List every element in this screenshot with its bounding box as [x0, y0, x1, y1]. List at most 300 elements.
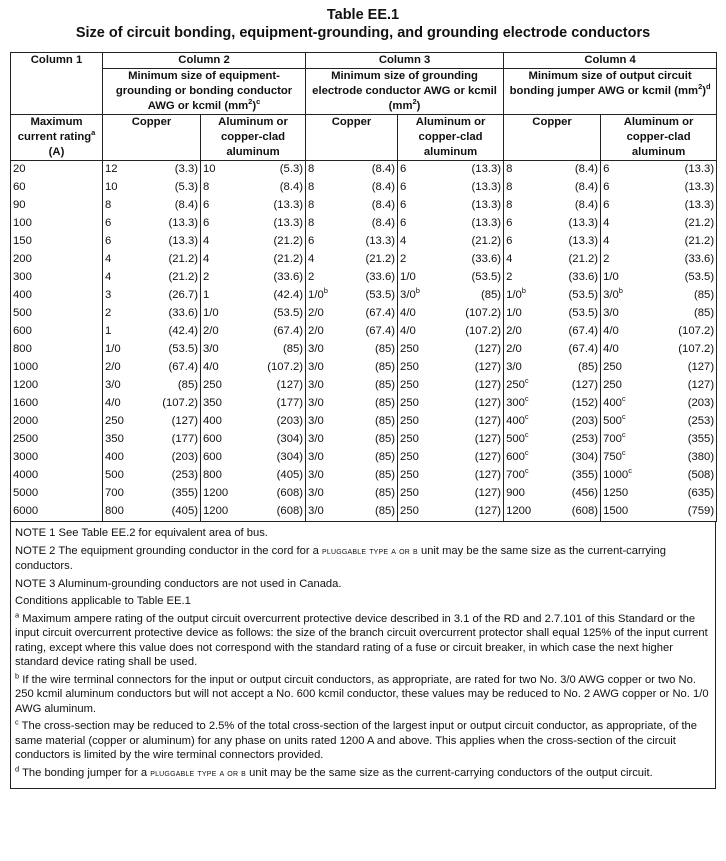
c2cu-area-cell: (21.2) [148, 251, 201, 269]
c2cu-size-cell: 3/0 [103, 377, 148, 395]
c2al-size-cell: 4 [201, 251, 245, 269]
c3cu-size-cell: 1/0$^b$ [306, 287, 348, 305]
c4cu-size-cell: 2 [504, 269, 546, 287]
c2cu-size-cell: 350 [103, 431, 148, 449]
c2cu-size-cell: 400 [103, 449, 148, 467]
c2cu-area-cell: (127) [148, 413, 201, 431]
c2cu-area-cell: (177) [148, 431, 201, 449]
c4cu-size-cell: 700$^c$ [504, 467, 546, 485]
c2cu-size-cell: 8 [103, 197, 148, 215]
c2cu-size-cell: 6 [103, 233, 148, 251]
c3al-size-cell: 3/0$^b$ [398, 287, 439, 305]
c4al-size-cell: 750$^c$ [601, 449, 642, 467]
c4cu-size-cell: 1/0$^b$ [504, 287, 546, 305]
c3al-area-cell: (53.5) [439, 269, 504, 287]
c4al-size-cell: 400$^c$ [601, 395, 642, 413]
c3cu-area-cell: (85) [348, 449, 398, 467]
col4-aluminum-header: Aluminum or copper-clad aluminum [601, 115, 717, 161]
c2cu-area-cell: (405) [148, 503, 201, 522]
c4cu-area-cell: (21.2) [546, 251, 601, 269]
table-row [11, 215, 717, 233]
c4al-size-cell: 4/0 [601, 341, 642, 359]
current-rating-cell: 200 [11, 251, 103, 269]
c2al-size-cell: 3/0 [201, 341, 245, 359]
c3al-size-cell: 250 [398, 395, 439, 413]
c2al-size-cell: 6 [201, 215, 245, 233]
c4al-size-cell: 1000$^c$ [601, 467, 642, 485]
c2cu-size-cell: 1 [103, 323, 148, 341]
c2al-size-cell: 10 [201, 161, 245, 180]
c4cu-area-cell: (203) [546, 413, 601, 431]
column-3-description: Minimum size of grounding electrode conductor AWG or kcmil $(mm^2)$ [306, 69, 504, 115]
c2al-area-cell: (21.2) [245, 251, 306, 269]
c2al-size-cell: 8 [201, 179, 245, 197]
c4al-area-cell: (33.6) [642, 251, 717, 269]
current-rating-cell: 2500 [11, 431, 103, 449]
c3al-area-cell: (33.6) [439, 251, 504, 269]
table-row [11, 251, 717, 269]
c4cu-area-cell: (53.5) [546, 305, 601, 323]
c2cu-area-cell: (33.6) [148, 305, 201, 323]
c3al-size-cell: 250 [398, 377, 439, 395]
c4cu-size-cell: 900 [504, 485, 546, 503]
c4cu-area-cell: (8.4) [546, 161, 601, 180]
c4cu-area-cell: (13.3) [546, 215, 601, 233]
c4al-size-cell: 1500 [601, 503, 642, 522]
c2cu-size-cell: 10 [103, 179, 148, 197]
c3cu-size-cell: 6 [306, 233, 348, 251]
c2cu-area-cell: (355) [148, 485, 201, 503]
c2al-area-cell: (42.4) [245, 287, 306, 305]
c3al-area-cell: (85) [439, 287, 504, 305]
c2cu-size-cell: 2 [103, 305, 148, 323]
c3al-size-cell: 250 [398, 485, 439, 503]
c3cu-area-cell: (85) [348, 503, 398, 522]
c4al-size-cell: 500$^c$ [601, 413, 642, 431]
table-header [11, 53, 717, 161]
c3cu-area-cell: (33.6) [348, 269, 398, 287]
c2al-area-cell: (608) [245, 485, 306, 503]
c4cu-area-cell: (13.3) [546, 233, 601, 251]
c3al-area-cell: (127) [439, 413, 504, 431]
c3cu-size-cell: 3/0 [306, 503, 348, 522]
c4al-area-cell: (203) [642, 395, 717, 413]
c2al-size-cell: 800 [201, 467, 245, 485]
current-rating-cell: 300 [11, 269, 103, 287]
c3al-area-cell: (127) [439, 485, 504, 503]
column-4-header: Column 4 [504, 53, 717, 69]
c3cu-area-cell: (8.4) [348, 161, 398, 180]
c2cu-size-cell: 700 [103, 485, 148, 503]
c3al-size-cell: 4 [398, 233, 439, 251]
c4al-area-cell: (85) [642, 287, 717, 305]
c4cu-area-cell: (253) [546, 431, 601, 449]
c3al-area-cell: (13.3) [439, 161, 504, 180]
current-rating-cell: 800 [11, 341, 103, 359]
table-row [11, 503, 717, 522]
c2al-area-cell: (304) [245, 449, 306, 467]
c3cu-size-cell: 3/0 [306, 377, 348, 395]
c3cu-size-cell: 2/0 [306, 323, 348, 341]
c3cu-area-cell: (13.3) [348, 233, 398, 251]
c4al-size-cell: 3/0 [601, 305, 642, 323]
note-1: NOTE 1 See Table EE.2 for equivalent area of bus. [15, 527, 268, 539]
c3al-area-cell: (127) [439, 431, 504, 449]
table-row [11, 197, 717, 215]
table-number: Table EE.1 [326, 7, 400, 23]
table-notes [10, 522, 716, 789]
c4cu-area-cell: (53.5) [546, 287, 601, 305]
c2al-area-cell: (203) [245, 413, 306, 431]
c3al-size-cell: 250 [398, 341, 439, 359]
c2al-area-cell: (8.4) [245, 179, 306, 197]
table-row [11, 359, 717, 377]
table-row [11, 233, 717, 251]
c4al-area-cell: (13.3) [642, 197, 717, 215]
c2al-area-cell: (127) [245, 377, 306, 395]
c2al-size-cell: 1200 [201, 485, 245, 503]
c3cu-area-cell: (67.4) [348, 305, 398, 323]
c3cu-area-cell: (85) [348, 467, 398, 485]
c4cu-size-cell: 8 [504, 197, 546, 215]
table-row [11, 395, 717, 413]
c2al-size-cell: 4/0 [201, 359, 245, 377]
c3al-area-cell: (127) [439, 341, 504, 359]
c4al-area-cell: (21.2) [642, 233, 717, 251]
table-row [11, 431, 717, 449]
c3cu-size-cell: 3/0 [306, 359, 348, 377]
c3cu-size-cell: 8 [306, 215, 348, 233]
c2al-size-cell: 6 [201, 197, 245, 215]
c2cu-area-cell: (53.5) [148, 341, 201, 359]
c3al-size-cell: 250 [398, 413, 439, 431]
c3cu-area-cell: (21.2) [348, 251, 398, 269]
current-rating-cell: 1000 [11, 359, 103, 377]
table-row [11, 485, 717, 503]
current-rating-cell: 600 [11, 323, 103, 341]
c3cu-area-cell: (8.4) [348, 179, 398, 197]
c3al-area-cell: (127) [439, 377, 504, 395]
c2al-area-cell: (13.3) [245, 197, 306, 215]
c3cu-size-cell: 4 [306, 251, 348, 269]
current-rating-cell: 150 [11, 233, 103, 251]
c4al-area-cell: (85) [642, 305, 717, 323]
c2al-area-cell: (33.6) [245, 269, 306, 287]
c3al-area-cell: (13.3) [439, 197, 504, 215]
c2cu-size-cell: 4 [103, 251, 148, 269]
c2cu-area-cell: (253) [148, 467, 201, 485]
c4al-size-cell: 4 [601, 215, 642, 233]
c4cu-size-cell: 1/0 [504, 305, 546, 323]
c3al-size-cell: 6 [398, 161, 439, 180]
c4al-size-cell: 4/0 [601, 323, 642, 341]
table-title [0, 6, 726, 42]
c4cu-size-cell: 400$^c$ [504, 413, 546, 431]
c4al-size-cell: 4 [601, 233, 642, 251]
c3al-size-cell: 250 [398, 467, 439, 485]
current-rating-cell: 20 [11, 161, 103, 180]
c3al-area-cell: (13.3) [439, 215, 504, 233]
c3al-size-cell: 250 [398, 431, 439, 449]
column-4-description: Minimum size of output circuit bonding jumper AWG or kcmil $(mm^2)^d$ [504, 69, 717, 115]
c4al-size-cell: 250 [601, 377, 642, 395]
table-row [11, 449, 717, 467]
current-rating-cell: 500 [11, 305, 103, 323]
c2cu-area-cell: (13.3) [148, 215, 201, 233]
c2al-area-cell: (13.3) [245, 215, 306, 233]
c2al-size-cell: 250 [201, 377, 245, 395]
table-row [11, 341, 717, 359]
c2al-size-cell: 1/0 [201, 305, 245, 323]
c2al-area-cell: (21.2) [245, 233, 306, 251]
c4al-area-cell: (508) [642, 467, 717, 485]
footnote-b: $^b$ If the wire terminal connectors for the input or output circuit conductors, as appropriate, are rated for two No. 3/0 AWG copper or two No. 250 kcmil aluminum conductors but will not accept a No. 600 kcmil conductor, these values may be reduced to No. 2 AWG copper or No. 1/0 AWG aluminum. [15, 670, 709, 715]
c4al-size-cell: 3/0$^b$ [601, 287, 642, 305]
c2al-area-cell: (107.2) [245, 359, 306, 377]
c3al-size-cell: 1/0 [398, 269, 439, 287]
current-rating-cell: 2000 [11, 413, 103, 431]
c4al-area-cell: (13.3) [642, 179, 717, 197]
c4al-area-cell: (127) [642, 377, 717, 395]
table-row [11, 305, 717, 323]
c3al-area-cell: (127) [439, 503, 504, 522]
col4-copper-header: Copper [504, 115, 601, 161]
c2cu-area-cell: (107.2) [148, 395, 201, 413]
c3al-area-cell: (21.2) [439, 233, 504, 251]
current-rating-cell: 400 [11, 287, 103, 305]
c4cu-size-cell: 8 [504, 179, 546, 197]
table-row [11, 287, 717, 305]
c2al-size-cell: 1 [201, 287, 245, 305]
c2cu-area-cell: (26.7) [148, 287, 201, 305]
note-3: NOTE 3 Aluminum-grounding conductors are not used in Canada. [15, 577, 342, 590]
c2al-area-cell: (5.3) [245, 161, 306, 180]
c2cu-size-cell: 6 [103, 215, 148, 233]
c4al-size-cell: 6 [601, 179, 642, 197]
c2cu-size-cell: 250 [103, 413, 148, 431]
footnote-d: $^d$ The bonding jumper for a pluggable type a or b unit may be the same size as the current-carrying conductors of the output circuit. [15, 763, 653, 779]
c3cu-area-cell: (85) [348, 485, 398, 503]
conditions-heading: Conditions applicable to Table EE.1 [15, 595, 191, 607]
current-rating-cell: 90 [11, 197, 103, 215]
c4al-area-cell: (13.3) [642, 161, 717, 180]
table-row [11, 377, 717, 395]
c3cu-size-cell: 8 [306, 197, 348, 215]
c4cu-size-cell: 600$^c$ [504, 449, 546, 467]
c3cu-area-cell: (85) [348, 359, 398, 377]
c4cu-size-cell: 4 [504, 251, 546, 269]
c2cu-size-cell: 3 [103, 287, 148, 305]
c3al-area-cell: (127) [439, 395, 504, 413]
col2-copper-header: Copper [103, 115, 201, 161]
c3cu-size-cell: 8 [306, 161, 348, 180]
current-rating-cell: 3000 [11, 449, 103, 467]
c4cu-area-cell: (85) [546, 359, 601, 377]
c2al-area-cell: (304) [245, 431, 306, 449]
c4cu-area-cell: (67.4) [546, 323, 601, 341]
c4cu-size-cell: 2/0 [504, 323, 546, 341]
c3cu-size-cell: 3/0 [306, 431, 348, 449]
footnote-c: $^c$ The cross-section may be reduced to 2.5% of the total cross-section of the largest input or output circuit conductor, as appropriate, of the same material (copper or aluminum) for any phase on units rated 1200 A and above. This applies when the cross-section of the circuit conductors is limited by the wire terminal connectors provided. [15, 717, 697, 761]
c2cu-size-cell: 2/0 [103, 359, 148, 377]
c4al-area-cell: (127) [642, 359, 717, 377]
c4cu-size-cell: 3/0 [504, 359, 546, 377]
c2cu-area-cell: (67.4) [148, 359, 201, 377]
c4al-area-cell: (107.2) [642, 323, 717, 341]
c3al-size-cell: 6 [398, 197, 439, 215]
current-rating-cell: 1600 [11, 395, 103, 413]
c2cu-area-cell: (42.4) [148, 323, 201, 341]
column-3-header: Column 3 [306, 53, 504, 69]
c2cu-area-cell: (85) [148, 377, 201, 395]
c3al-area-cell: (107.2) [439, 323, 504, 341]
c2al-size-cell: 1200 [201, 503, 245, 522]
col3-aluminum-header: Aluminum or copper-clad aluminum [398, 115, 504, 161]
c2al-size-cell: 600 [201, 431, 245, 449]
c4cu-size-cell: 300$^c$ [504, 395, 546, 413]
c4cu-area-cell: (355) [546, 467, 601, 485]
c2cu-size-cell: 12 [103, 161, 148, 180]
c2al-size-cell: 4 [201, 233, 245, 251]
c3al-size-cell: 4/0 [398, 305, 439, 323]
col3-copper-header: Copper [306, 115, 398, 161]
c2cu-size-cell: 800 [103, 503, 148, 522]
current-rating-cell: 5000 [11, 485, 103, 503]
c2al-area-cell: (67.4) [245, 323, 306, 341]
c4al-area-cell: (253) [642, 413, 717, 431]
c2cu-area-cell: (5.3) [148, 179, 201, 197]
c3cu-area-cell: (53.5) [348, 287, 398, 305]
max-current-rating-header: Maximum current rating$^a$ (A) [11, 115, 103, 161]
c4cu-area-cell: (456) [546, 485, 601, 503]
c2al-area-cell: (53.5) [245, 305, 306, 323]
c2al-area-cell: (405) [245, 467, 306, 485]
c4cu-area-cell: (608) [546, 503, 601, 522]
c4al-area-cell: (635) [642, 485, 717, 503]
c3cu-size-cell: 3/0 [306, 395, 348, 413]
c3cu-area-cell: (67.4) [348, 323, 398, 341]
c4al-area-cell: (759) [642, 503, 717, 522]
c2al-size-cell: 600 [201, 449, 245, 467]
c3al-size-cell: 250 [398, 359, 439, 377]
c3al-size-cell: 250 [398, 449, 439, 467]
c4cu-size-cell: 500$^c$ [504, 431, 546, 449]
c3al-area-cell: (127) [439, 449, 504, 467]
c3al-size-cell: 250 [398, 503, 439, 522]
c4al-size-cell: 700$^c$ [601, 431, 642, 449]
c4cu-size-cell: 8 [504, 161, 546, 180]
conductor-size-table [10, 52, 717, 522]
table-row [11, 323, 717, 341]
c3cu-area-cell: (8.4) [348, 215, 398, 233]
c3al-size-cell: 6 [398, 215, 439, 233]
c3al-area-cell: (13.3) [439, 179, 504, 197]
c2cu-area-cell: (3.3) [148, 161, 201, 180]
c4cu-area-cell: (304) [546, 449, 601, 467]
c2cu-area-cell: (21.2) [148, 269, 201, 287]
c4cu-size-cell: 6 [504, 233, 546, 251]
c4al-area-cell: (21.2) [642, 215, 717, 233]
c3cu-size-cell: 2/0 [306, 305, 348, 323]
c3cu-size-cell: 3/0 [306, 413, 348, 431]
c4al-area-cell: (380) [642, 449, 717, 467]
c4al-size-cell: 6 [601, 161, 642, 180]
c4al-size-cell: 1250 [601, 485, 642, 503]
c2al-size-cell: 2/0 [201, 323, 245, 341]
c3cu-area-cell: (85) [348, 413, 398, 431]
c4al-size-cell: 1/0 [601, 269, 642, 287]
c3cu-area-cell: (85) [348, 377, 398, 395]
c4cu-area-cell: (33.6) [546, 269, 601, 287]
c4al-size-cell: 250 [601, 359, 642, 377]
table-caption: Size of circuit bonding, equipment-grounding, and grounding electrode conductors [75, 25, 651, 41]
c3al-area-cell: (127) [439, 467, 504, 485]
c3cu-size-cell: 3/0 [306, 341, 348, 359]
current-rating-cell: 100 [11, 215, 103, 233]
note-2: NOTE 2 The equipment grounding conductor in the cord for a pluggable type a or b unit may be the same size as the current-carrying conductors. [15, 544, 666, 572]
c2al-area-cell: (85) [245, 341, 306, 359]
c3al-area-cell: (107.2) [439, 305, 504, 323]
c3cu-size-cell: 3/0 [306, 485, 348, 503]
c3al-area-cell: (127) [439, 359, 504, 377]
current-rating-cell: 1200 [11, 377, 103, 395]
c2cu-area-cell: (13.3) [148, 233, 201, 251]
c3cu-area-cell: (85) [348, 395, 398, 413]
c4cu-size-cell: 2/0 [504, 341, 546, 359]
current-rating-cell: 6000 [11, 503, 103, 522]
c3cu-size-cell: 8 [306, 179, 348, 197]
column-2-description: Minimum size of equipment-grounding or bonding conductor AWG or kcmil $(mm^2)^c$ [103, 69, 306, 115]
c4cu-area-cell: (8.4) [546, 197, 601, 215]
c4cu-area-cell: (127) [546, 377, 601, 395]
table-row [11, 413, 717, 431]
c2al-area-cell: (608) [245, 503, 306, 522]
c2al-size-cell: 2 [201, 269, 245, 287]
c3cu-size-cell: 3/0 [306, 449, 348, 467]
table-row [11, 269, 717, 287]
c4cu-size-cell: 1200 [504, 503, 546, 522]
c2cu-area-cell: (203) [148, 449, 201, 467]
c2al-area-cell: (177) [245, 395, 306, 413]
c2cu-size-cell: 4 [103, 269, 148, 287]
c4al-area-cell: (53.5) [642, 269, 717, 287]
col2-aluminum-header: Aluminum or copper-clad aluminum [201, 115, 306, 161]
table-row [11, 179, 717, 197]
c2cu-area-cell: (8.4) [148, 197, 201, 215]
column-1-header: Column 1 [11, 53, 103, 115]
c4al-size-cell: 6 [601, 197, 642, 215]
c4cu-area-cell: (8.4) [546, 179, 601, 197]
table-row [11, 467, 717, 485]
c2al-size-cell: 350 [201, 395, 245, 413]
c2cu-size-cell: 4/0 [103, 395, 148, 413]
c3cu-size-cell: 2 [306, 269, 348, 287]
c4cu-size-cell: 250$^c$ [504, 377, 546, 395]
table-row [11, 161, 717, 180]
table-body [11, 161, 717, 522]
current-rating-cell: 4000 [11, 467, 103, 485]
c4cu-area-cell: (152) [546, 395, 601, 413]
c3cu-size-cell: 3/0 [306, 467, 348, 485]
c3cu-area-cell: (8.4) [348, 197, 398, 215]
c4al-area-cell: (107.2) [642, 341, 717, 359]
c3cu-area-cell: (85) [348, 431, 398, 449]
footnote-a: $^a$ Maximum ampere rating of the output circuit overcurrent protective device described in 3.1 of the RD and 2.7.101 of this Standard or the input circuit overcurrent protective device as follows: the size of the branch circuit overcurrent protector shall equal 125% of the input current rating, except where this value does not correspond with the standard rating of a fuse or circuit breaker, in which case the next higher standard device rating shall be used. [15, 609, 708, 668]
c2cu-size-cell: 500 [103, 467, 148, 485]
c4cu-size-cell: 6 [504, 215, 546, 233]
c2al-size-cell: 400 [201, 413, 245, 431]
c3cu-area-cell: (85) [348, 341, 398, 359]
